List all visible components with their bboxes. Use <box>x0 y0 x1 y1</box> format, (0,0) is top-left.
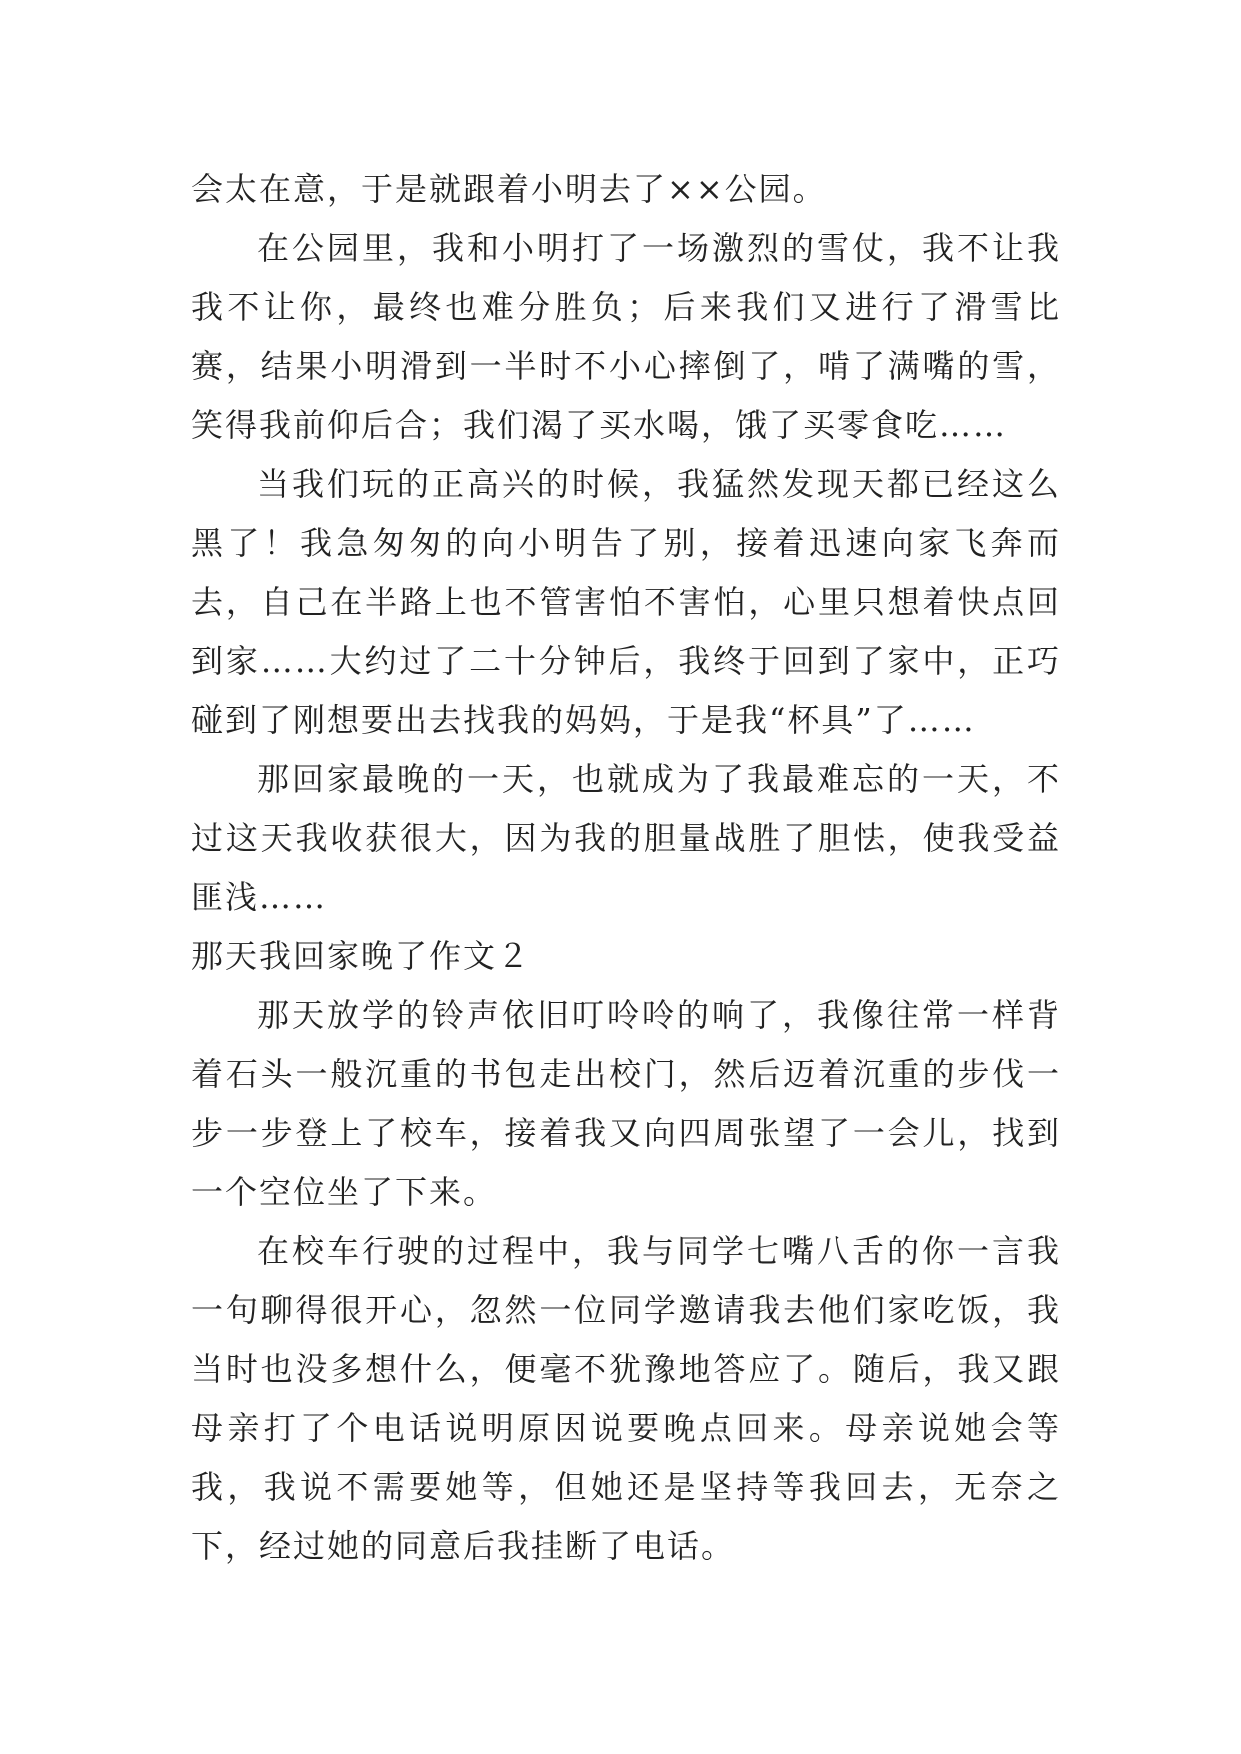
paragraph-rushing-home: 当我们玩的正高兴的时候，我猛然发现天都已经这么黑了！我急匆匆的向小明告了别，接着迅速向家飞奔而去，自己在半路上也不管害怕不害怕，心里只想着快点回到家……大约过了二十分钟后，我终于回到了家中，正巧碰到了刚想要出去找我的妈妈，于是我“杯具”了…… <box>191 465 1061 739</box>
document-body <box>191 160 1061 1576</box>
paragraph-continuation: 会太在意，于是就跟着小明去了××公园。 <box>191 170 827 208</box>
paragraph-snowball-fight: 在公园里，我和小明打了一场激烈的雪仗，我不让我我不让你，最终也难分胜负；后来我们又进行了滑雪比赛，结果小明滑到一半时不小心摔倒了，啃了满嘴的雪，笑得我前仰后合；我们渴了买水喝，饿了买零食吃…… <box>191 229 1061 444</box>
paragraph-after-school: 那天放学的铃声依旧叮呤呤的响了，我像往常一样背着石头一般沉重的书包走出校门，然后迈着沉重的步伐一步一步登上了校车，接着我又向四周张望了一会儿，找到一个空位坐了下来。 <box>191 996 1061 1211</box>
paragraph-conclusion: 那回家最晚的一天，也就成为了我最难忘的一天，不过这天我收获很大，因为我的胆量战胜了胆怯，使我受益匪浅…… <box>191 760 1061 916</box>
essay-title: 那天我回家晚了作文２ <box>191 937 532 975</box>
paragraph-school-bus: 在校车行驶的过程中，我与同学七嘴八舌的你一言我一句聊得很开心，忽然一位同学邀请我去他们家吃饭，我当时也没多想什么，便毫不犹豫地答应了。随后，我又跟母亲打了个电话说明原因说要晚点回来。母亲说她会等我，我说不需要她等，但她还是坚持等我回去，无奈之下，经过她的同意后我挂断了电话。 <box>191 1232 1061 1565</box>
